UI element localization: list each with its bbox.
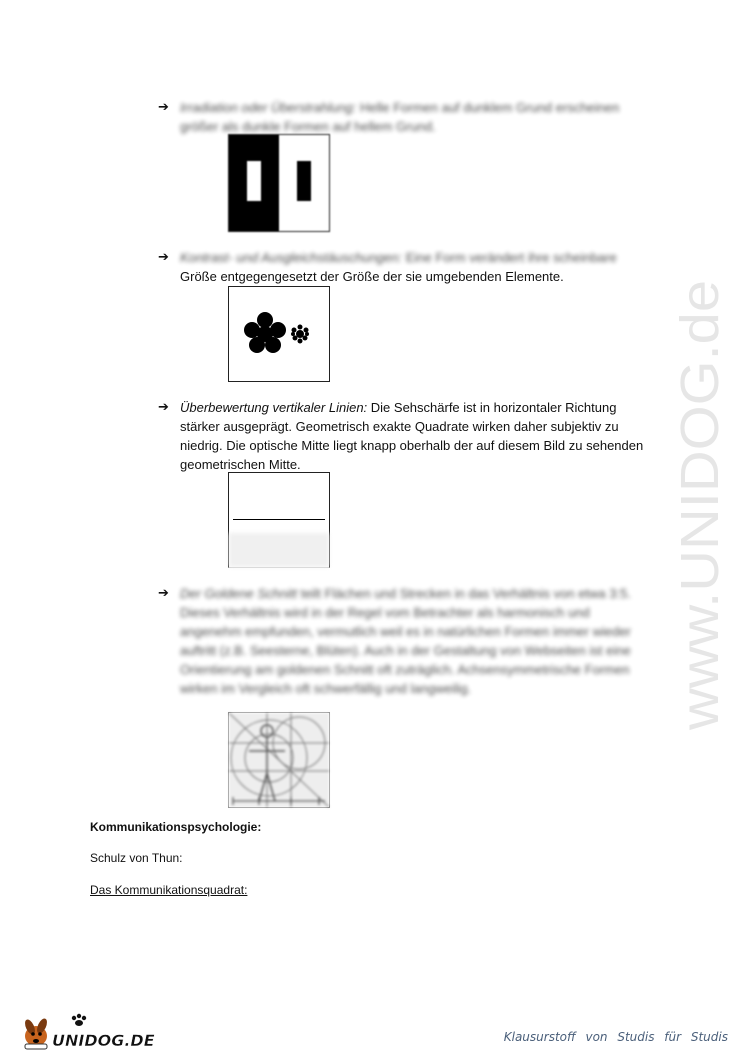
optical-middle-figure <box>228 472 330 568</box>
irradiation-figure <box>228 134 330 232</box>
section-topic: Das Kommunikationsquadrat: <box>90 883 248 897</box>
bullet-body: Eine Form verändert ihre scheinbare <box>405 250 617 265</box>
bullet-text <box>180 98 650 136</box>
golden-ratio-illustration <box>229 713 329 807</box>
bullet-term: Irradiation oder Überstrahlung: <box>180 100 357 115</box>
arrow-icon: ➔ <box>158 400 169 415</box>
bullet-term: Der Goldene Schnitt <box>180 586 298 601</box>
unidog-logo <box>22 1012 162 1052</box>
dog-icon <box>23 1017 49 1049</box>
footer-tagline: Klausurstoff von Studis für Studis <box>503 1030 728 1044</box>
section-author: Schulz von Thun: <box>90 851 183 865</box>
bullet-term: Kontrast- und Ausgleichstäuschungen: <box>180 250 403 265</box>
white-bar <box>247 161 261 201</box>
flower-illusion <box>229 287 329 381</box>
arrow-icon: ➔ <box>158 586 169 601</box>
middle-line <box>233 519 325 520</box>
black-bar <box>297 161 311 201</box>
bullet-body: teilt Flächen und Strecken in das Verhältnis von etwa 3:5. Dieses Verhältnis wird in der Regel vom Betrachter als harmonisch und angenehm empfunden, vermutlich weil es in natürlichen Formen immer wieder auftritt (z.B. Seesterne, Blüten). Auch in der Gestaltung von Webseiten ist eine Orientierung am goldenen Schnitt oft zuträglich. Achsensymmetrische Formen wirken im Vergleich oft schwerfällig und langweilig. <box>180 586 631 696</box>
paw-icon <box>72 1014 86 1026</box>
golden-ratio-figure <box>228 712 330 808</box>
contrast-figure <box>228 286 330 382</box>
bullet-text <box>180 248 650 286</box>
arrow-icon: ➔ <box>158 250 169 265</box>
logo-text: UNIDOG.DE <box>52 1031 155 1050</box>
watermark <box>640 270 750 750</box>
watermark-text: www.UNIDOG.de <box>670 309 730 730</box>
bullet-body: Helle Formen auf dunklem Grund erscheinen größer als dunkle Formen auf hellem Grund. <box>180 100 620 134</box>
blurred-area <box>229 533 329 567</box>
section-heading: Kommunikationspsychologie: <box>90 820 262 834</box>
bullet-body-clear: Größe entgegengesetzt der Größe der sie umgebenden Elemente. <box>180 269 564 284</box>
arrow-icon: ➔ <box>158 100 169 115</box>
bullet-text <box>180 398 650 474</box>
bullet-term: Überbewertung vertikaler Linien: <box>180 400 368 415</box>
bullet-body: Die Sehschärfe ist in horizontaler Richtung stärker ausgeprägt. Geometrisch exakte Quadrate wirken daher subjektiv zu niedrig. Die optische Mitte liegt knapp oberhalb der auf diesem Bild zu sehenden geometrischen Mitte. <box>180 400 644 472</box>
bullet-text <box>180 584 650 698</box>
